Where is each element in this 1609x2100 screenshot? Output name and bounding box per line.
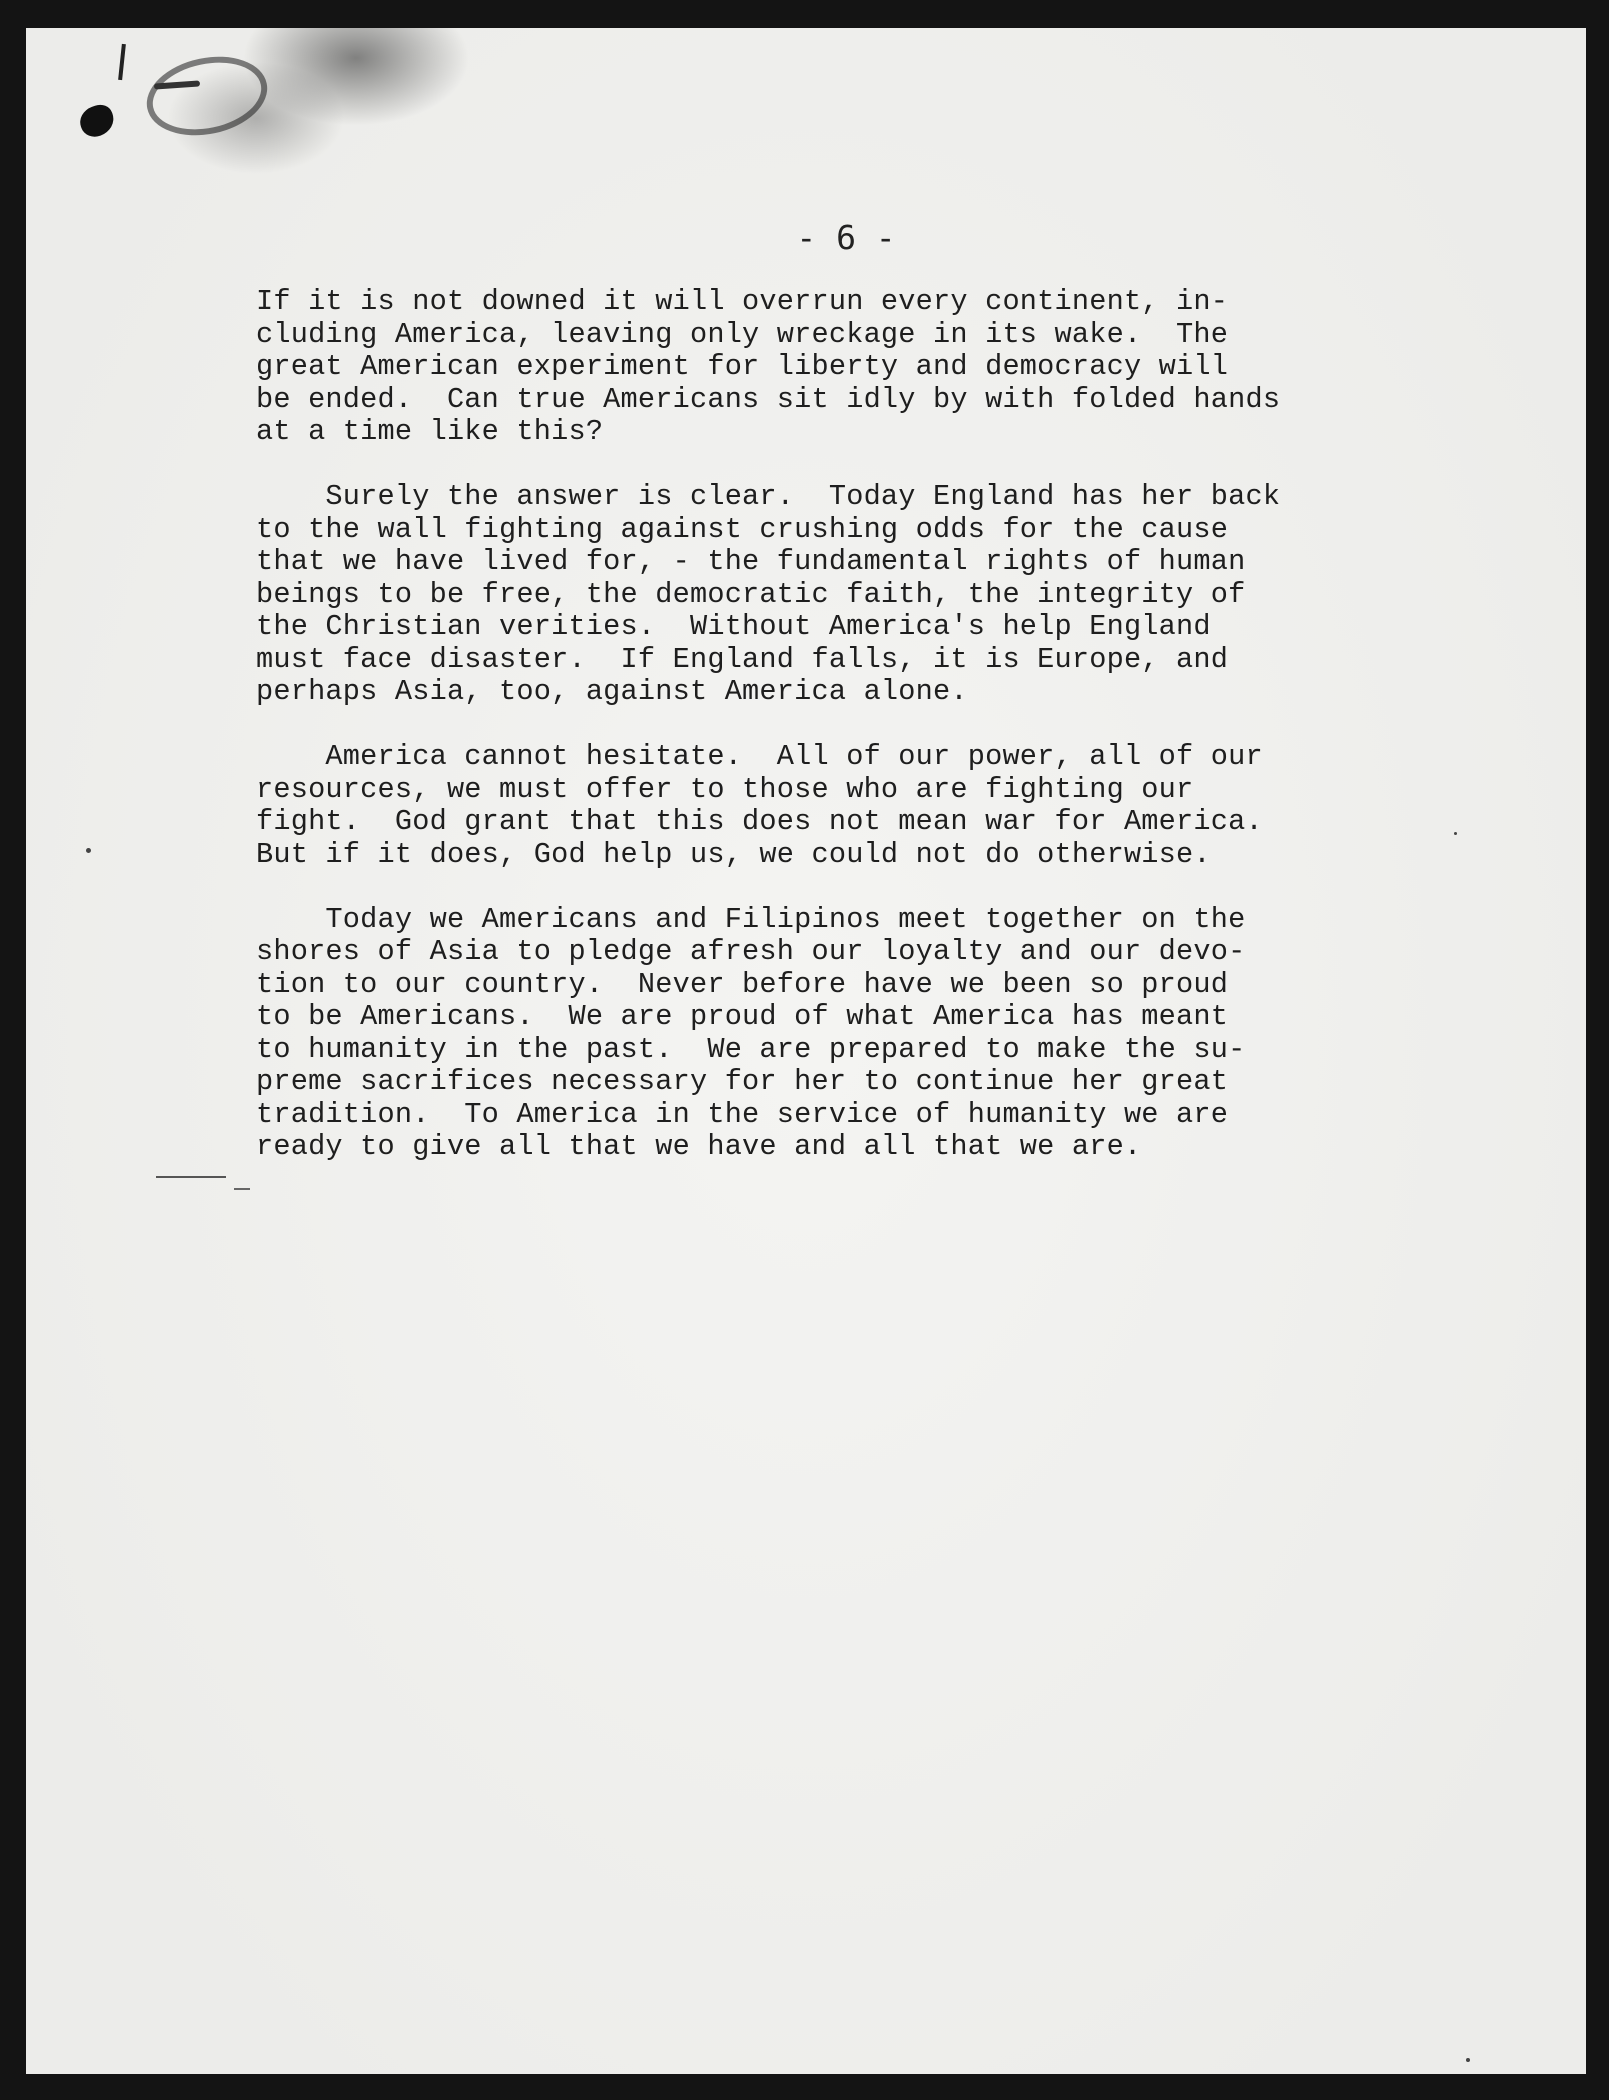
speck xyxy=(86,848,91,853)
text-line: America cannot hesitate. All of our power, all of our xyxy=(256,740,1263,773)
text-line: to humanity in the past. We are prepared to make the su- xyxy=(256,1032,1246,1066)
text-line: ready to give all that we have and all that we are. xyxy=(256,1130,1142,1163)
text-line: tradition. To America in the service of humanity we are xyxy=(256,1097,1229,1131)
text-line: Surely the answer is clear. Today England has her back xyxy=(256,480,1281,513)
text-line: Today we Americans and Filipinos meet together on the xyxy=(256,902,1246,936)
text-line: tion to our country. Never before have we been so proud xyxy=(256,967,1229,1001)
margin-mark xyxy=(156,1176,226,1178)
speck xyxy=(1466,2058,1470,2062)
text-line: shores of Asia to pledge afresh our loyalty and our devo- xyxy=(256,935,1246,968)
paragraph-1 xyxy=(256,286,1456,449)
ink-mark xyxy=(154,80,200,89)
text-line: If it is not downed it will overrun every continent, in- xyxy=(256,285,1229,318)
stain-ring xyxy=(139,46,274,146)
text-line: the Christian verities. Without America's help England xyxy=(256,610,1211,643)
text-line: cluding America, leaving only wreckage in its wake. The xyxy=(256,317,1229,351)
page-number: - 6 - xyxy=(796,218,896,257)
text-line: beings to be free, the democratic faith, the integrity of xyxy=(256,577,1246,611)
text-line: must face disaster. If England falls, it is Europe, and xyxy=(256,642,1229,676)
text-line: to be Americans. We are proud of what America has meant xyxy=(256,1000,1229,1033)
text-line: at a time like this? xyxy=(256,415,604,448)
text-line: to the wall fighting against crushing odds for the cause xyxy=(256,512,1229,546)
text-line: that we have lived for, - the fundamental rights of human xyxy=(256,545,1246,578)
text-line: fight. God grant that this does not mean war for America. xyxy=(256,805,1263,838)
text-line: preme sacrifices necessary for her to continue her great xyxy=(256,1065,1229,1098)
paragraph-4 xyxy=(256,904,1456,1164)
text-line: great American experiment for liberty and democracy will xyxy=(256,350,1229,383)
document-page xyxy=(26,28,1586,2074)
paragraph-2 xyxy=(256,481,1456,709)
text-line: perhaps Asia, too, against America alone. xyxy=(256,675,968,708)
document-body xyxy=(256,286,1456,1196)
paragraph-3 xyxy=(256,741,1456,871)
ink-mark xyxy=(118,44,126,80)
ink-blot xyxy=(76,101,118,141)
text-line: But if it does, God help us, we could not do otherwise. xyxy=(256,837,1211,871)
margin-mark xyxy=(234,1188,250,1190)
text-line: resources, we must offer to those who are fighting our xyxy=(256,772,1194,806)
text-line: be ended. Can true Americans sit idly by with folded hands xyxy=(256,382,1281,416)
